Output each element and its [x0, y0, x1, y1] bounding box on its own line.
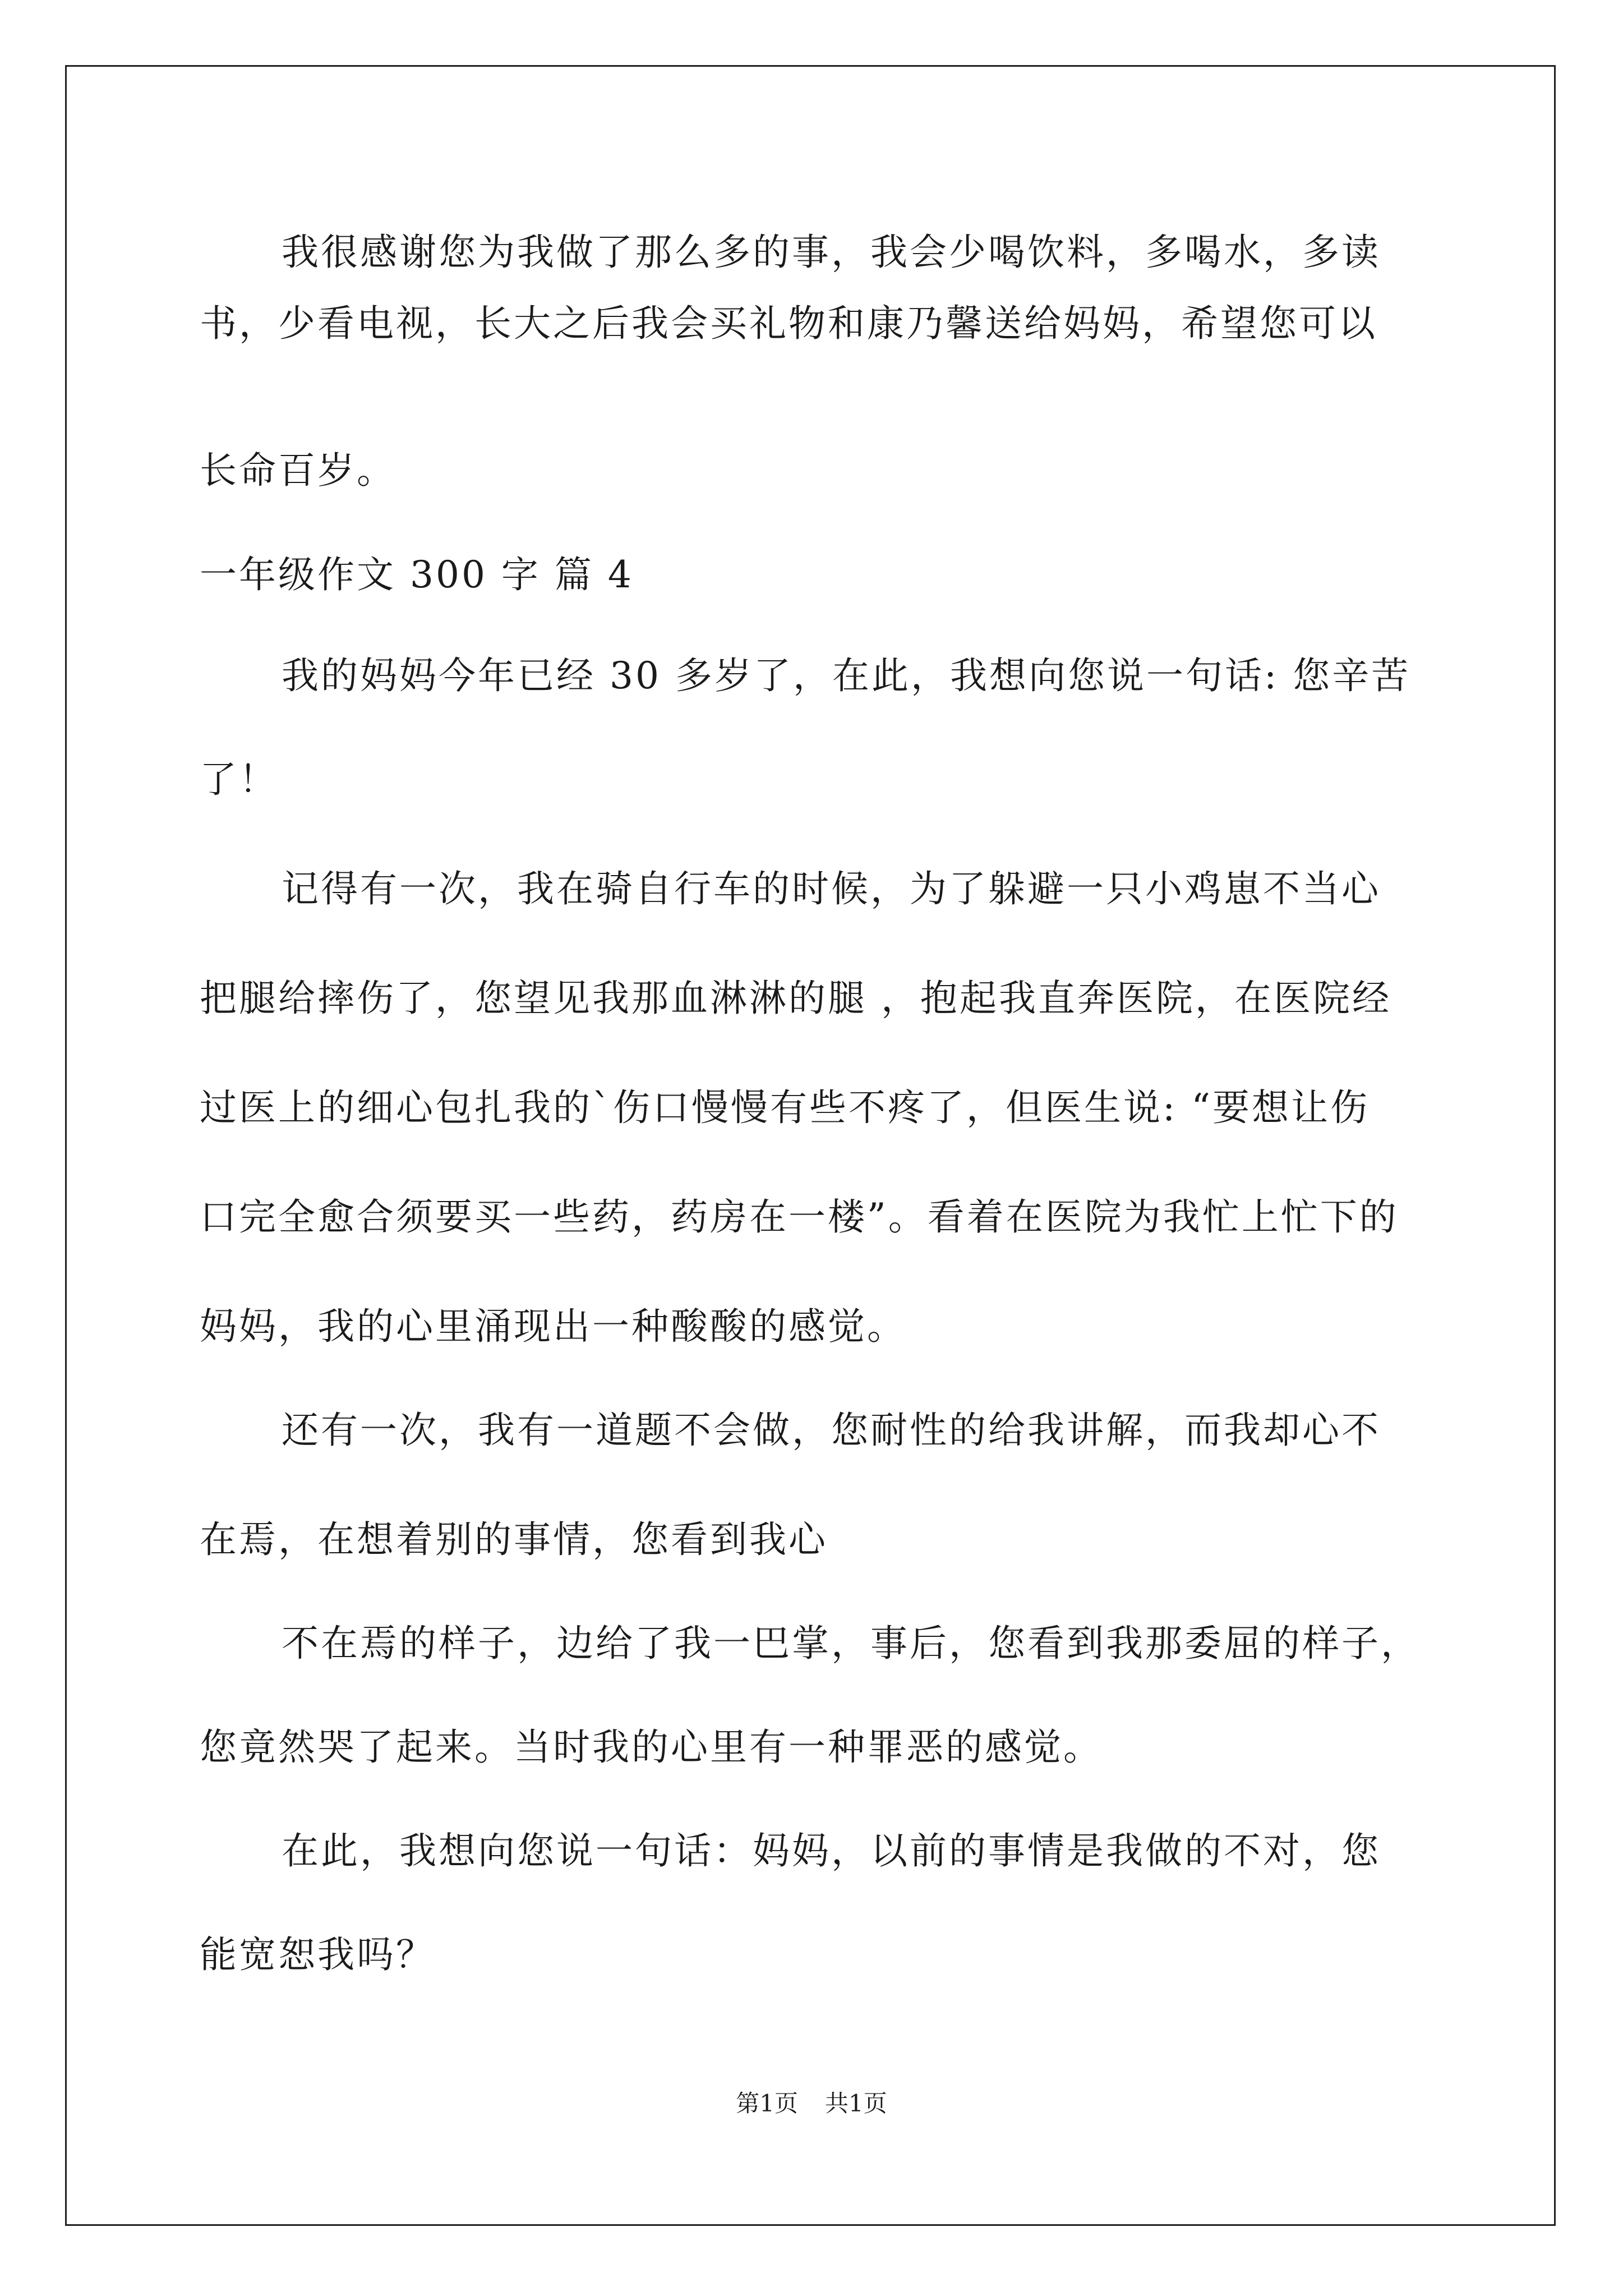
paragraph-line: 能宽恕我吗？ — [200, 1933, 435, 1976]
paragraph-line: 口完全愈合须要买一些药，药房在一楼”。看着在医院为我忙上忙下的 — [200, 1195, 1399, 1239]
page-border — [65, 65, 1556, 2226]
paragraph-line: 在焉，在想着别的事情，您看到我心 — [200, 1518, 828, 1561]
paragraph-line: 妈妈，我的心里涌现出一种酸酸的感觉。 — [200, 1305, 906, 1348]
paragraph-line: 记得有一次，我在骑自行车的时候，为了躲避一只小鸡崽不当心 — [282, 867, 1381, 910]
paragraph-line: 我的妈妈今年已经 30 多岁了，在此，我想向您说一句话: 您辛苦 — [282, 654, 1411, 697]
paragraph-line: 我很感谢您为我做了那么多的事，我会少喝饮料，多喝水，多读 — [282, 231, 1381, 274]
page-footer — [0, 2087, 1623, 2120]
section-heading: 一年级作文 300 字 篇 4 — [200, 553, 634, 596]
page-total: 共1页 — [825, 2090, 887, 2117]
paragraph-line: 您竟然哭了起来。当时我的心里有一种罪恶的感觉。 — [200, 1726, 1103, 1769]
paragraph-line: 书，少看电视，长大之后我会买礼物和康乃馨送给妈妈，希望您可以 — [200, 302, 1377, 345]
paragraph-line: 长命百岁。 — [200, 449, 396, 492]
paragraph-line: 过医上的细心包扎我的`伤口慢慢有些不疼了，但医生说: “要想让伤 — [200, 1086, 1370, 1129]
paragraph-line: 在此，我想向您说一句话：妈妈，以前的事情是我做的不对，您 — [282, 1829, 1381, 1872]
paragraph-line: 不在焉的样子，边给了我一巴掌，事后，您看到我那委屈的样子， — [282, 1622, 1420, 1665]
paragraph-line: 了！ — [200, 758, 278, 801]
paragraph-line: 把腿给摔伤了，您望见我那血淋淋的腿 ，抱起我直奔医院，在医院经 — [200, 977, 1391, 1020]
paragraph-line: 还有一次，我有一道题不会做，您耐性的给我讲解，而我却心不 — [282, 1409, 1381, 1452]
page-number: 第1页 — [736, 2090, 798, 2117]
